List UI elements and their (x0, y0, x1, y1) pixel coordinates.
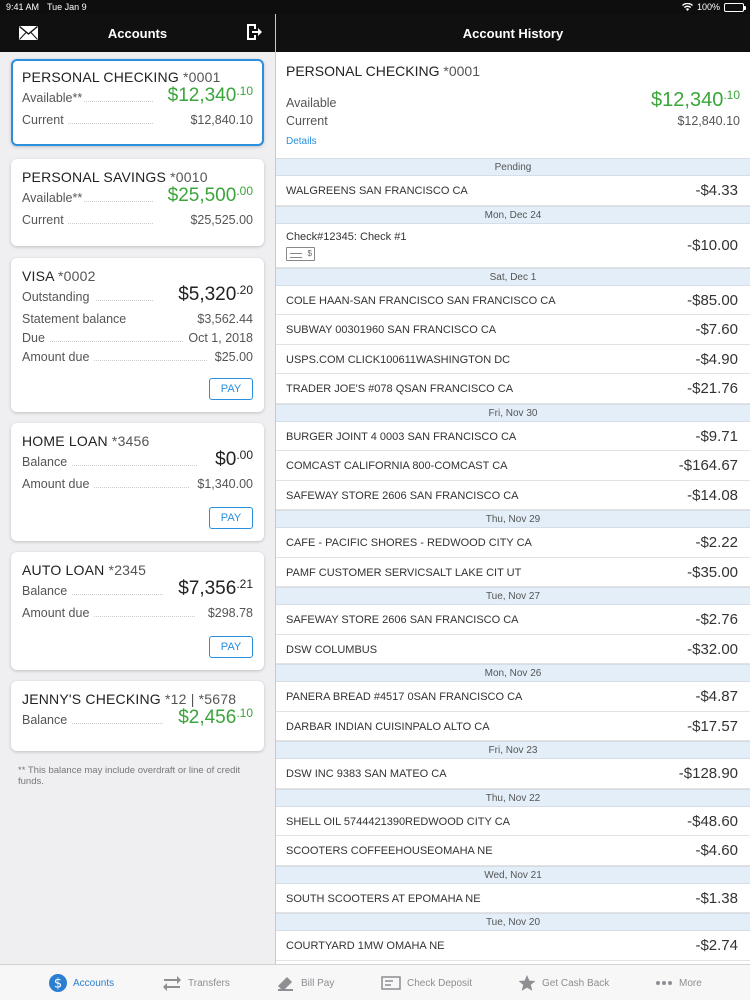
current-label: Current (286, 114, 328, 128)
row-label: Amount due (22, 606, 90, 620)
transaction-row[interactable] (276, 422, 750, 452)
account-name: PERSONAL SAVINGS *0010 (22, 169, 208, 185)
tab-label: Transfers (188, 977, 230, 989)
transaction-description: SOUTH SCOOTERS AT EPOMAHA NE (286, 892, 481, 905)
account-row (22, 602, 253, 622)
tab-bill-pay[interactable] (277, 973, 334, 993)
transaction-amount: -$2.22 (695, 534, 738, 551)
transaction-amount: -$10.00 (687, 236, 738, 254)
row-label: Outstanding (22, 290, 90, 304)
row-label: Balance (22, 455, 68, 469)
row-label: Current (22, 113, 64, 127)
transaction-row[interactable] (276, 807, 750, 837)
transaction-description: SHELL OIL 5744421390REDWOOD CITY CA (286, 815, 510, 828)
transaction-description: SAFEWAY STORE 2606 SAN FRANCISCO CA (286, 489, 519, 502)
section-header: Fri, Nov 23 (276, 741, 750, 759)
account-row (22, 327, 253, 347)
account-name: AUTO LOAN *2345 (22, 562, 147, 578)
transaction-description: COURTYARD 1MW OMAHA NE (286, 940, 445, 952)
tab-label: Accounts (73, 977, 115, 989)
account-row (22, 346, 253, 366)
transaction-row[interactable] (276, 836, 750, 866)
account-row (22, 283, 253, 306)
transaction-description: USPS.COM CLICK100611WASHINGTON DC (286, 353, 511, 366)
accounts-navbar (0, 14, 275, 52)
transaction-amount: -$85.00 (687, 291, 738, 309)
section-header: Mon, Dec 24 (276, 206, 750, 224)
transaction-description: DSW INC 9383 SAN MATEO CA (286, 768, 447, 780)
transaction-amount: -$4.87 (695, 688, 738, 705)
transaction-amount: -$4.90 (695, 350, 738, 368)
account-summary (276, 52, 750, 158)
transaction-description: DSW COLUMBUS (286, 643, 378, 656)
available-balance: $\$25,500^{.00}$ (167, 184, 253, 206)
check-image-icon[interactable]: $ (286, 247, 315, 261)
account-card-home-loan[interactable] (11, 423, 264, 541)
outstanding-balance: $\$5,320^{.20}$ (178, 283, 253, 305)
current-row (286, 110, 740, 128)
section-header: Fri, Nov 30 (276, 404, 750, 422)
transaction-amount: -$9.71 (695, 427, 738, 445)
star-icon (518, 974, 536, 992)
section-header: Sat, Dec 1 (276, 268, 750, 286)
available-row (286, 88, 740, 110)
transaction-amount: -$1.38 (695, 889, 738, 907)
transaction-amount: -$21.76 (687, 380, 738, 397)
tab-get-cash-back[interactable] (518, 973, 609, 993)
account-row (22, 473, 253, 493)
transaction-amount: -$4.33 (695, 182, 738, 199)
account-row (22, 706, 253, 729)
account-card-visa[interactable] (11, 258, 264, 412)
tab-label: More (679, 977, 702, 989)
tab-label: Check Deposit (407, 977, 473, 989)
dollar-circle-icon (49, 974, 67, 992)
row-label: Due (22, 331, 45, 345)
tab-label: Get Cash Back (542, 977, 610, 989)
transaction-row[interactable] (276, 481, 750, 511)
row-value: $3,562.44 (197, 312, 253, 326)
transaction-amount: -$48.60 (687, 812, 738, 830)
row-label: Available** (22, 91, 83, 105)
available-balance: $\$12,340^{.10}$ (651, 88, 740, 111)
section-header: Thu, Nov 29 (276, 510, 750, 528)
transaction-amount: -$17.57 (687, 717, 738, 735)
transaction-row[interactable] (276, 451, 750, 481)
transaction-row[interactable] (276, 712, 750, 742)
transaction-row[interactable] (276, 635, 750, 665)
transaction-amount: -$35.00 (687, 563, 738, 581)
history-navbar (276, 14, 750, 52)
transaction-amount: -$14.08 (687, 486, 738, 504)
transaction-description: SAFEWAY STORE 2606 SAN FRANCISCO CA (286, 614, 519, 626)
battery-icon (724, 3, 744, 12)
transaction-description: SUBWAY 00301960 SAN FRANCISCO CA (286, 324, 497, 336)
transaction-description: BURGER JOINT 4 0003 SAN FRANCISCO CA (286, 430, 517, 443)
bill-pay-icon (277, 974, 295, 992)
transaction-amount: -$2.74 (695, 937, 738, 954)
transaction-row[interactable] (276, 528, 750, 558)
row-label: Amount due (22, 477, 90, 491)
section-header: Mon, Nov 26 (276, 664, 750, 682)
pay-button[interactable]: PAY (209, 636, 253, 658)
transaction-row[interactable] (276, 224, 750, 268)
transaction-description: COLE HAAN-SAN FRANCISCO SAN FRANCISCO CA (286, 294, 556, 307)
row-label: Statement balance (22, 312, 127, 326)
details-link[interactable]: Details (286, 136, 317, 147)
transaction-description: SCOOTERS COFFEEHOUSEOMAHA NE (286, 845, 493, 857)
section-header: Tue, Nov 20 (276, 913, 750, 931)
account-card-auto-loan[interactable] (11, 552, 264, 670)
current-balance: $12,840.10 (677, 114, 740, 128)
tab-transfers[interactable] (162, 973, 230, 993)
balance-footnote: ** This balance may include overdraft or line of credit funds. (18, 765, 241, 787)
more-dots-icon (655, 980, 673, 986)
history-title: Account History (462, 26, 564, 41)
account-name: JENNY'S CHECKING *12 | *5678 (22, 691, 237, 707)
account-history (276, 52, 750, 964)
transaction-amount: -$2.76 (695, 611, 738, 628)
transaction-description: CAFE - PACIFIC SHORES - REDWOOD CITY CA (286, 537, 532, 549)
svg-text:$: $ (53, 976, 63, 992)
row-value: $1,340.00 (197, 477, 253, 491)
tab-label: Bill Pay (301, 977, 335, 989)
transaction-description: COMCAST CALIFORNIA 800-COMCAST CA (286, 460, 508, 472)
account-card-personal-checking[interactable] (11, 59, 264, 146)
status-date: Tue Jan 9 (47, 2, 87, 12)
transaction-row[interactable] (276, 759, 750, 789)
available-label: Available (286, 96, 337, 110)
transaction-row[interactable] (276, 884, 750, 914)
pay-button[interactable]: PAY (209, 378, 253, 400)
transaction-row[interactable] (276, 558, 750, 588)
status-bar (0, 0, 750, 14)
current-balance: $25,525.00 (190, 213, 253, 227)
row-value: $25.00 (214, 350, 253, 364)
transaction-description: PAMF CUSTOMER SERVICSALT LAKE CIT UT (286, 566, 522, 579)
account-name: HOME LOAN *3456 (22, 433, 150, 449)
account-row (22, 184, 253, 207)
transaction-description: PANERA BREAD #4517 0SAN FRANCISCO CA (286, 691, 523, 703)
transaction-description: WALGREENS SAN FRANCISCO CA (286, 185, 468, 197)
transfer-arrows-icon (162, 975, 182, 991)
accounts-title: Accounts (107, 26, 168, 41)
account-row (22, 577, 253, 600)
balance: $\$2,456^{.10}$ (178, 706, 253, 728)
accounts-list (0, 52, 275, 964)
row-label: Balance (22, 584, 68, 598)
transaction-row[interactable] (276, 176, 750, 206)
section-header: Tue, Nov 27 (276, 587, 750, 605)
account-row (22, 308, 253, 328)
row-label: Balance (22, 713, 68, 727)
account-name: PERSONAL CHECKING *0001 (22, 69, 221, 85)
account-row (22, 84, 253, 107)
account-card-personal-savings[interactable] (11, 159, 264, 246)
transaction-amount: -$7.60 (695, 321, 738, 338)
row-value: $298.78 (207, 606, 253, 620)
transaction-list (276, 158, 750, 961)
transaction-row[interactable] (276, 931, 750, 961)
transaction-row[interactable] (276, 345, 750, 375)
transaction-amount: -$4.60 (695, 842, 738, 859)
tab-check-deposit[interactable] (381, 973, 472, 993)
loan-balance: $\$0^{.00}$ (215, 448, 253, 470)
account-card-jennys-checking[interactable] (11, 681, 264, 751)
account-name: VISA *0002 (22, 268, 96, 284)
loan-balance: $\$7,356^{.21}$ (178, 577, 253, 599)
battery-percent: 100% (696, 2, 720, 12)
account-row (22, 448, 253, 471)
tab-accounts[interactable] (49, 973, 114, 993)
logout-icon[interactable] (245, 23, 263, 41)
section-header: Wed, Nov 21 (276, 866, 750, 884)
pay-button[interactable]: PAY (209, 507, 253, 529)
account-row (22, 209, 253, 229)
tab-bar (0, 964, 750, 1000)
transaction-row[interactable] (276, 286, 750, 316)
row-value: Oct 1, 2018 (188, 331, 253, 345)
status-time: 9:41 AM (6, 2, 40, 12)
transaction-row[interactable] (276, 315, 750, 345)
row-label: Amount due (22, 350, 90, 364)
row-label: Current (22, 213, 64, 227)
transaction-amount: -$128.90 (678, 765, 738, 782)
current-balance: $12,840.10 (190, 113, 253, 127)
tab-more[interactable] (655, 973, 702, 993)
transaction-description: TRADER JOE'S #078 QSAN FRANCISCO CA (286, 383, 514, 395)
transaction-description: Check#12345: Check #1 (286, 230, 407, 243)
transaction-description: DARBAR INDIAN CUISINPALO ALTO CA (286, 720, 490, 733)
check-deposit-icon (381, 976, 401, 990)
wifi-icon (682, 3, 693, 11)
available-balance: $\$12,340^{.10}$ (167, 84, 253, 106)
account-name: PERSONAL CHECKING *0001 (286, 63, 480, 79)
transaction-amount: -$164.67 (678, 457, 738, 474)
transaction-row[interactable] (276, 682, 750, 712)
transaction-row[interactable] (276, 374, 750, 404)
account-row (22, 109, 253, 129)
row-label: Available** (22, 191, 83, 205)
transaction-row[interactable] (276, 605, 750, 635)
status-right (682, 2, 744, 12)
section-header: Thu, Nov 22 (276, 789, 750, 807)
section-header: Pending (276, 158, 750, 176)
transaction-amount: -$32.00 (687, 640, 738, 658)
